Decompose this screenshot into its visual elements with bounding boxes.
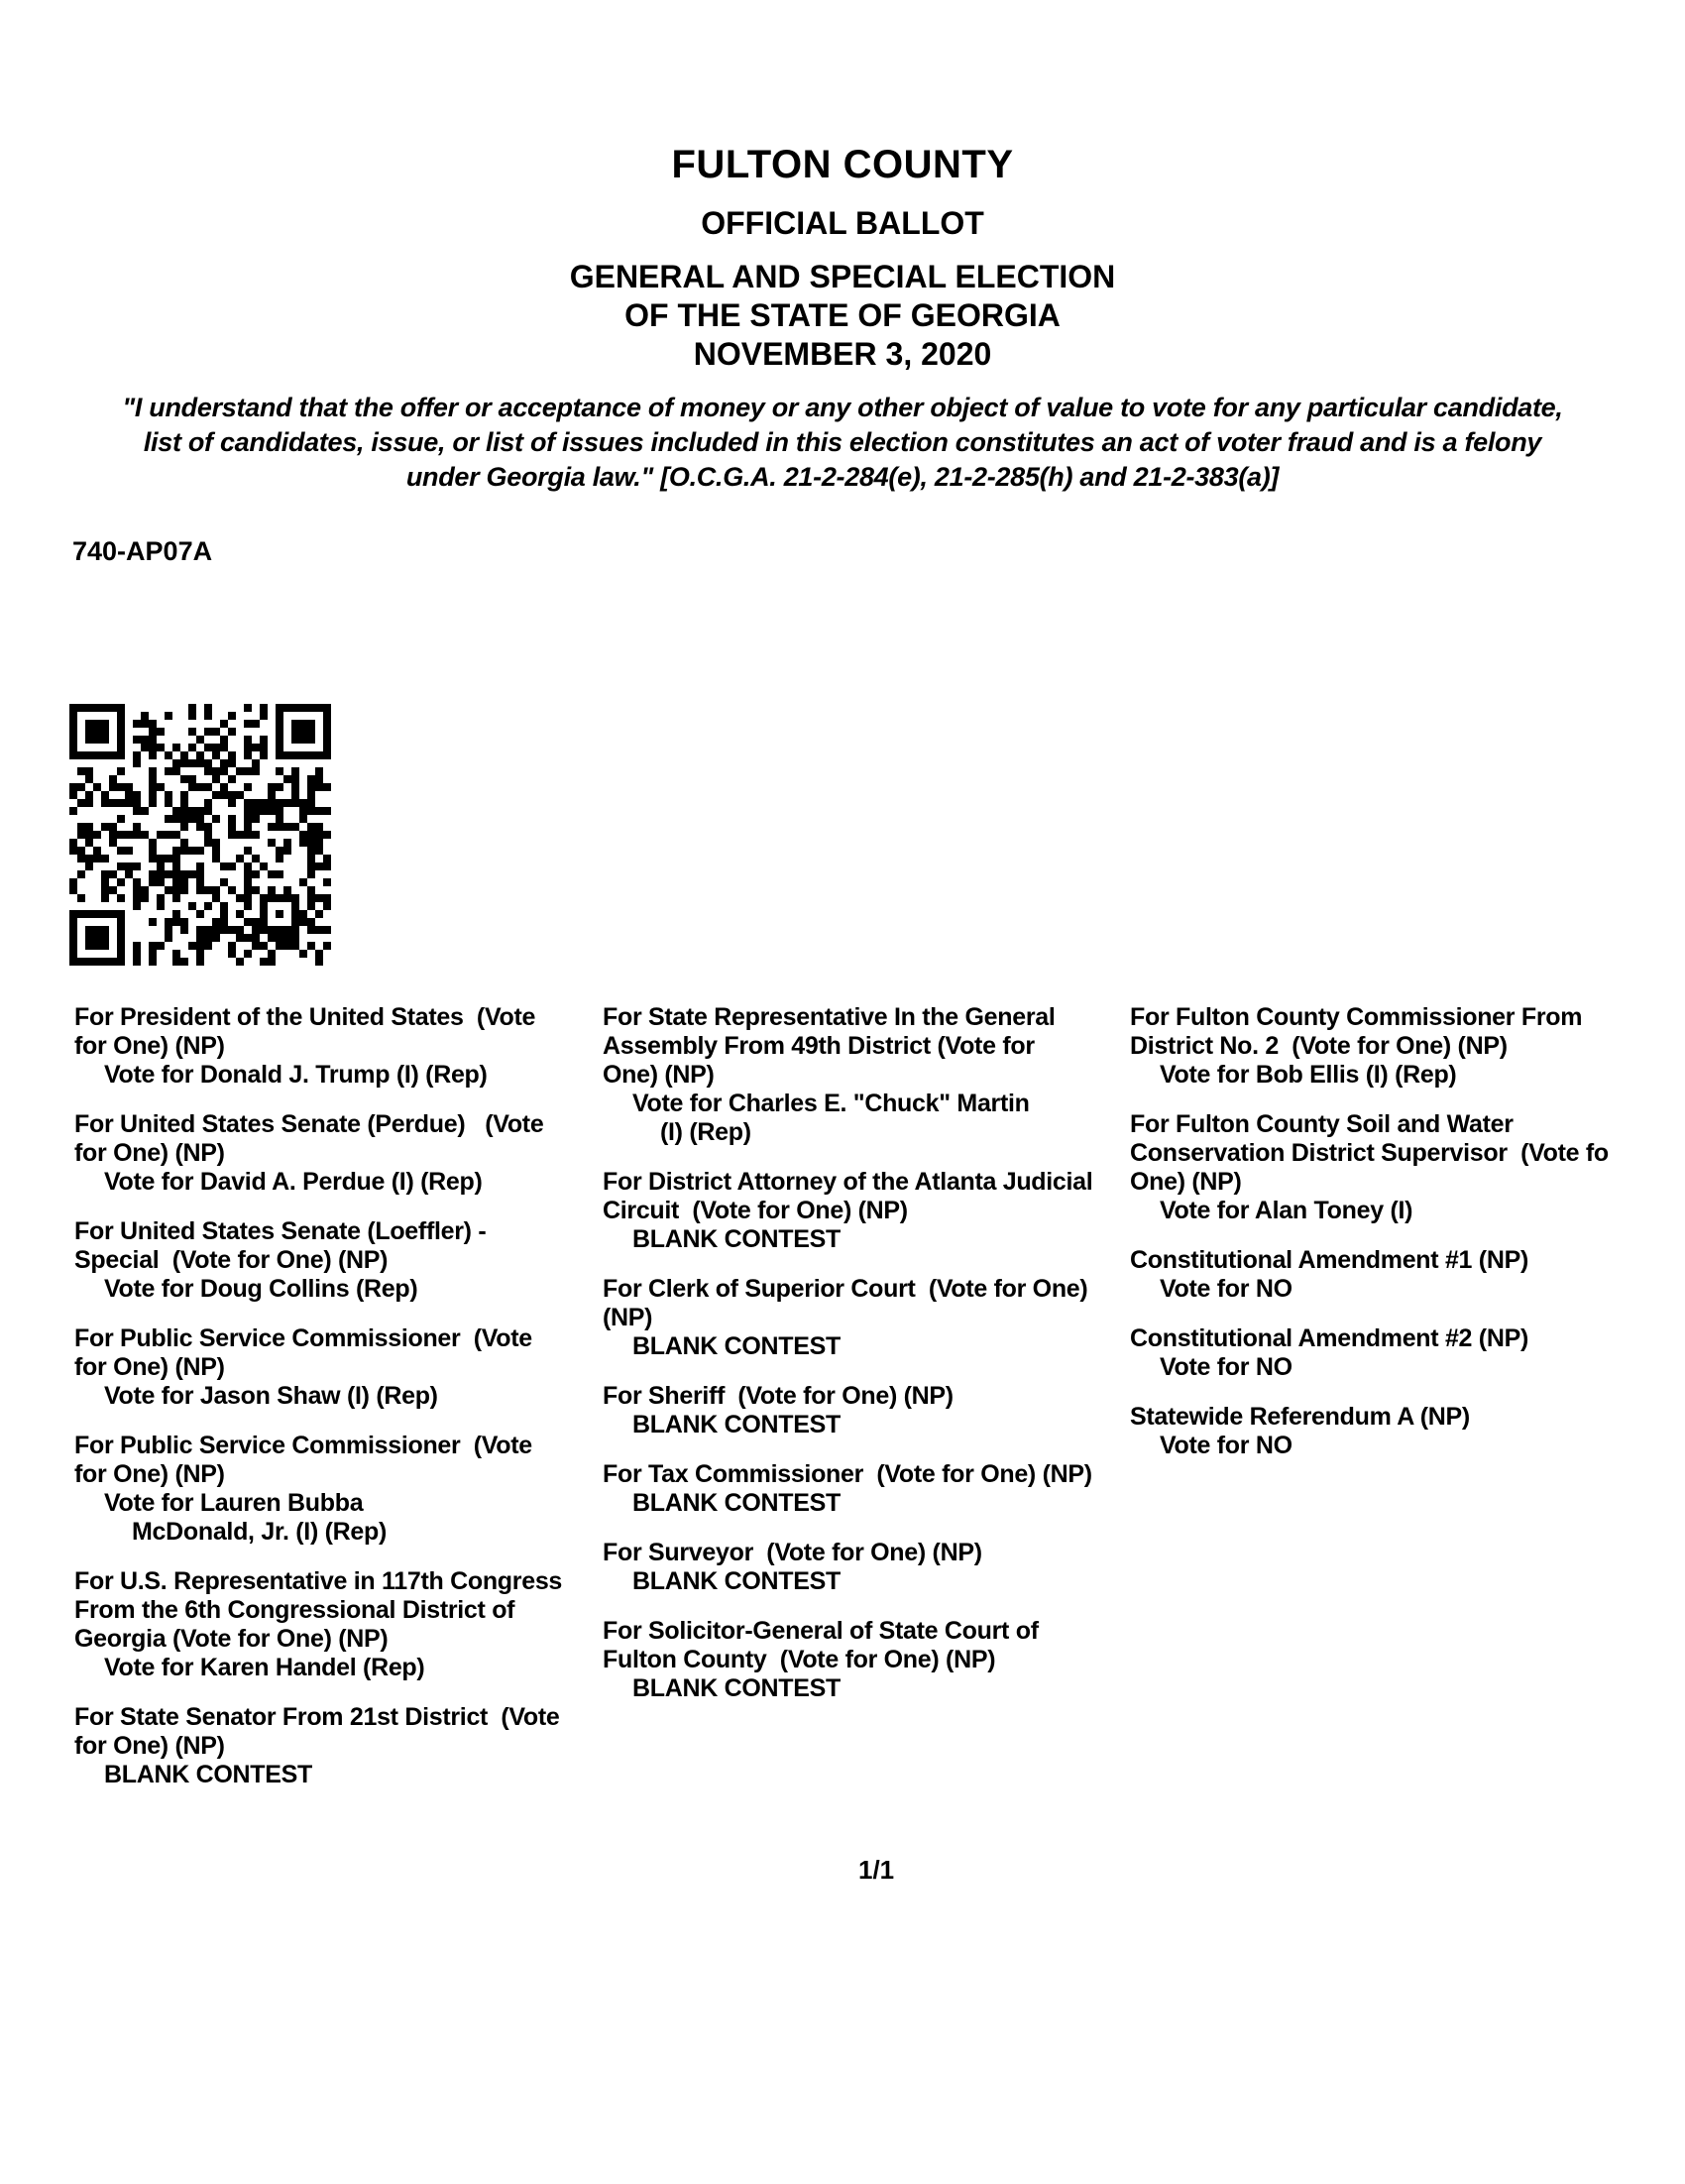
contest-result-line: BLANK CONTEST: [632, 1225, 841, 1253]
contest: [74, 1110, 592, 1197]
contest-title-line: Fulton County (Vote for One) (NP): [603, 1646, 996, 1673]
ballot-column-3: [1130, 1003, 1685, 1481]
contest-title-line: For Surveyor (Vote for One) (NP): [603, 1539, 982, 1566]
contest: [603, 1275, 1120, 1361]
contest-title-line: For Fulton County Soil and Water: [1130, 1110, 1514, 1138]
contest: [74, 1703, 592, 1789]
contest-result-line: BLANK CONTEST: [632, 1411, 841, 1438]
contest-result-line: BLANK CONTEST: [632, 1332, 841, 1360]
contest-title-line: For United States Senate (Loeffler) -: [74, 1217, 487, 1245]
page-indicator: 1/1: [858, 1855, 895, 1885]
contest-title-line: For Sheriff (Vote for One) (NP): [603, 1382, 954, 1410]
contest-result-line: Vote for NO: [1160, 1353, 1292, 1381]
contest-title-line: for One) (NP): [74, 1353, 225, 1381]
contest-title-line: Special (Vote for One) (NP): [74, 1246, 389, 1274]
contest-result-line: Vote for David A. Perdue (I) (Rep): [104, 1168, 483, 1196]
contest-title-line: Statewide Referendum A (NP): [1130, 1403, 1470, 1431]
contest-title-line: Georgia (Vote for One) (NP): [74, 1625, 389, 1653]
contest-title-line: For Tax Commissioner (Vote for One) (NP): [603, 1460, 1092, 1488]
contest-title-line: For State Senator From 21st District (Vote: [74, 1703, 560, 1731]
contest: [1130, 1324, 1685, 1382]
election-title-line: OF THE STATE OF GEORGIA: [624, 297, 1061, 333]
contest-title-line: For Public Service Commissioner (Vote: [74, 1432, 532, 1459]
contest-title-line: For U.S. Representative in 117th Congress: [74, 1567, 563, 1595]
disclaimer-line: list of candidates, issue, or list of issues included in this election constitutes an act of voter fraud and is a felony: [143, 427, 1542, 457]
contest-title-line: for One) (NP): [74, 1032, 225, 1060]
contest: [1130, 1110, 1685, 1225]
contest: [74, 1324, 592, 1411]
contest-title-line: One) (NP): [1130, 1168, 1242, 1196]
contest-result-line: Vote for Charles E. "Chuck" Martin: [632, 1090, 1030, 1117]
contest: [603, 1168, 1120, 1254]
contest-result-line: Vote for Lauren Bubba: [104, 1489, 364, 1517]
contest-result-line: BLANK CONTEST: [632, 1489, 841, 1517]
election-title: [0, 258, 1685, 374]
election-title-line: GENERAL AND SPECIAL ELECTION: [569, 259, 1116, 294]
contest-title-line: (NP): [603, 1304, 653, 1331]
contest-result-line: Vote for NO: [1160, 1432, 1292, 1459]
contest-result-line: Vote for Doug Collins (Rep): [104, 1275, 418, 1303]
contest-result-line: Vote for Donald J. Trump (I) (Rep): [104, 1061, 488, 1089]
contest: [603, 1003, 1120, 1147]
contest-title-line: for One) (NP): [74, 1139, 225, 1167]
contest-title-line: for One) (NP): [74, 1732, 225, 1760]
contest-title-line: Conservation District Supervisor (Vote fo: [1130, 1139, 1609, 1167]
county-title: FULTON COUNTY: [671, 143, 1014, 186]
contest-title-line: For Clerk of Superior Court (Vote for One): [603, 1275, 1088, 1303]
contest: [74, 1432, 592, 1547]
contest-title-line: Constitutional Amendment #1 (NP): [1130, 1246, 1528, 1274]
contest: [603, 1460, 1120, 1518]
contest-title-line: For District Attorney of the Atlanta Judicial: [603, 1168, 1093, 1196]
disclaimer-line: "I understand that the offer or acceptance of money or any other object of value to vote for any particular candidate,: [122, 393, 1563, 422]
contest-title-line: Assembly From 49th District (Vote for: [603, 1032, 1035, 1060]
contest: [1130, 1246, 1685, 1304]
contest-result-line: BLANK CONTEST: [632, 1567, 841, 1595]
contest-result-line: Vote for Bob Ellis (I) (Rep): [1160, 1061, 1457, 1089]
contest-result-line: Vote for Karen Handel (Rep): [104, 1654, 425, 1681]
contest-title-line: Circuit (Vote for One) (NP): [603, 1197, 908, 1224]
contest-title-line: for One) (NP): [74, 1460, 225, 1488]
contest-title-line: For United States Senate (Perdue) (Vote: [74, 1110, 544, 1138]
contest-result-line: Vote for NO: [1160, 1275, 1292, 1303]
contest-title-line: For Public Service Commissioner (Vote: [74, 1324, 532, 1352]
contest-title-line: From the 6th Congressional District of: [74, 1596, 515, 1624]
contest: [74, 1217, 592, 1304]
qr-code: [69, 704, 331, 966]
contest-result-line: Vote for Alan Toney (I): [1160, 1197, 1413, 1224]
contest-title-line: For Solicitor-General of State Court of: [603, 1617, 1039, 1645]
contest: [74, 1003, 592, 1090]
contest: [603, 1617, 1120, 1703]
contest-title-line: For State Representative In the General: [603, 1003, 1056, 1031]
contest-result-line: BLANK CONTEST: [632, 1674, 841, 1702]
contest: [1130, 1003, 1685, 1090]
contest-title-line: One) (NP): [603, 1061, 715, 1089]
contest-title-line: District No. 2 (Vote for One) (NP): [1130, 1032, 1508, 1060]
contest: [603, 1539, 1120, 1596]
disclaimer-line: under Georgia law." [O.C.G.A. 21-2-284(e), 21-2-285(h) and 21-2-383(a)]: [405, 462, 1280, 492]
contest-result-line: BLANK CONTEST: [104, 1761, 312, 1788]
ballot-style-code: 740-AP07A: [72, 536, 213, 566]
ballot-column-2: [603, 1003, 1120, 1724]
election-title-line: NOVEMBER 3, 2020: [693, 336, 992, 372]
contest-result-line: (I) (Rep): [660, 1118, 751, 1146]
voter-fraud-disclaimer: [0, 391, 1685, 495]
contest-title-line: Constitutional Amendment #2 (NP): [1130, 1324, 1528, 1352]
contest-result-line: McDonald, Jr. (I) (Rep): [132, 1518, 388, 1546]
ballot-column-1: [74, 1003, 592, 1810]
contest-title-line: For Fulton County Commissioner From: [1130, 1003, 1583, 1031]
contest: [74, 1567, 592, 1682]
contest-result-line: Vote for Jason Shaw (I) (Rep): [104, 1382, 438, 1410]
contest: [603, 1382, 1120, 1439]
contest-title-line: For President of the United States (Vote: [74, 1003, 536, 1031]
official-ballot-title: OFFICIAL BALLOT: [701, 205, 984, 241]
contest: [1130, 1403, 1685, 1460]
